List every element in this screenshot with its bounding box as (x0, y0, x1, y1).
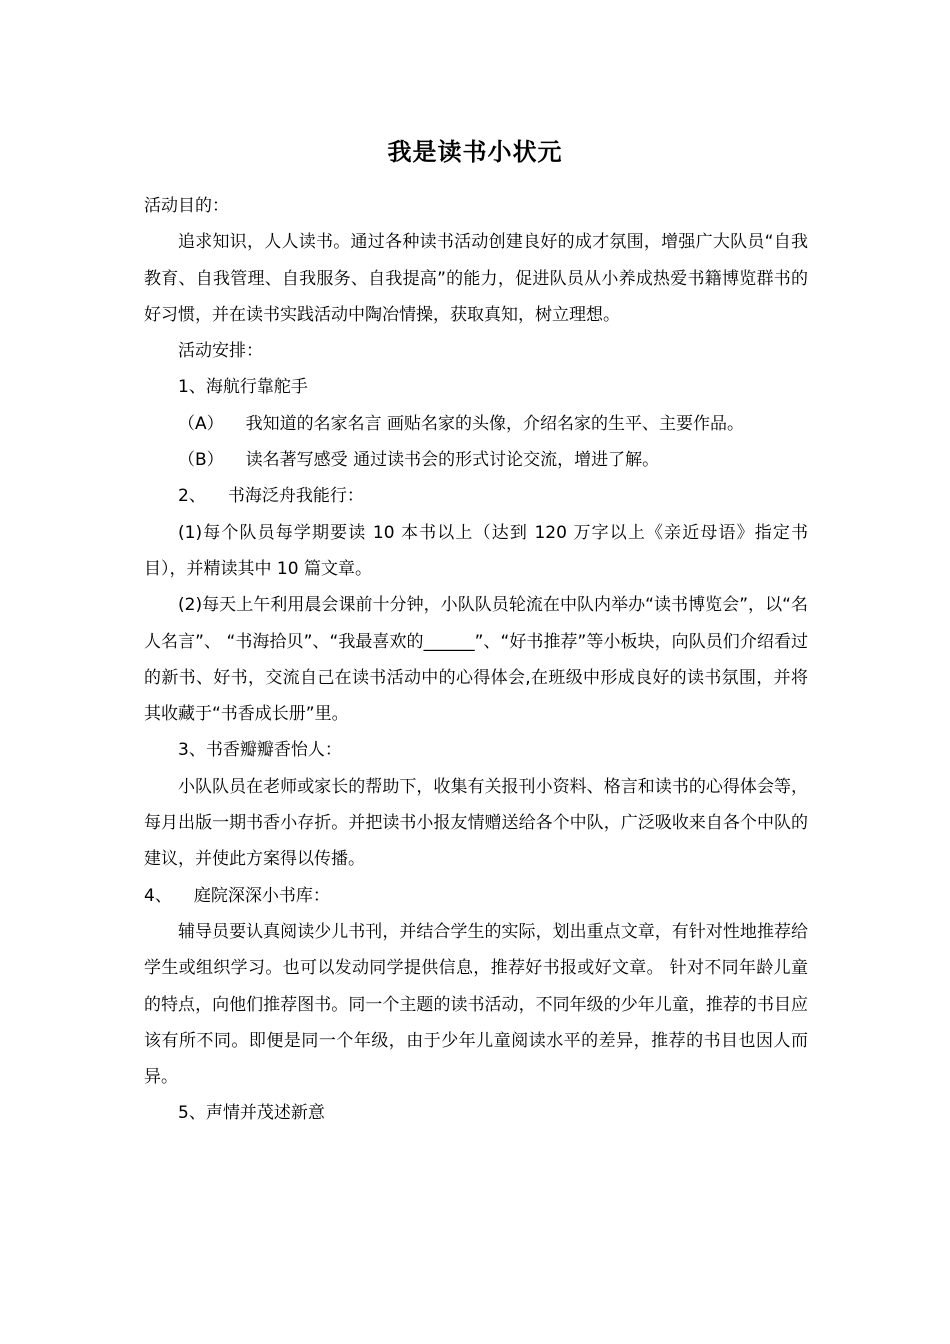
item1-heading: 1、海航行靠舵手 (178, 377, 308, 398)
arrangement-label: 活动安排： (178, 341, 263, 362)
document-title: 我是读书小状元 (387, 138, 563, 166)
item4-heading (144, 878, 808, 914)
item1-b-label: （B） (178, 450, 224, 471)
item1-a-paragraph (144, 406, 808, 442)
item2-heading (144, 478, 808, 514)
item1-b-paragraph (144, 442, 808, 478)
item1-b-text: 读名著写感受 通过读书会的形式讨论交流，增进了解。 (245, 450, 660, 471)
item4-number: 4、 (144, 885, 172, 906)
item2-title: 书海泛舟我能行： (227, 486, 364, 507)
item3-heading: 3、书香瓣瓣香怡人： (178, 740, 342, 761)
document-body (144, 188, 808, 1132)
item5-heading: 5、声情并茂述新意 (178, 1103, 325, 1124)
purpose-paragraph: 追求知识，人人读书。通过各种读书活动创建良好的成才氛围，增强广大队员“自我教育、自我管理、自我服务、自我提高”的能力，促进队员从小养成热爱书籍博览群书的好习惯，并在读书实践活动中陶冶情操，获取真知，树立理想。 (144, 232, 808, 325)
item1-a-text: 我知道的名家名言 画贴名家的头像，介绍名家的生平、主要作品。 (245, 413, 745, 434)
item2-paragraph-1: (1)每个队员每学期要读 10 本书以上（达到 120 万字以上《亲近母语》指定书目），并精读其中 10 篇文章。 (144, 522, 808, 579)
item2-number: 2、 (178, 486, 206, 507)
purpose-label: 活动目的： (144, 196, 229, 216)
item4-title: 庭院深深小书库： (193, 885, 330, 906)
item2-paragraph-2: (2)每天上午利用晨会课前十分钟，小队队员轮流在中队内举办“读书博览会”，以“名人名言”、 “书海拾贝”、“我最喜欢的______”、“好书推荐”等小板块，向队员们介绍看过的新书、好书，交流自己在读书活动中的心得体会,在班级中形成良好的读书氛围，并将其收藏于“书香成长册”里。 (144, 595, 808, 725)
item4-paragraph: 辅导员要认真阅读少儿书刊，并结合学生的实际，划出重点文章，有针对性地推荐给学生或组织学习。也可以发动同学提供信息，推荐好书报或好文章。 针对不同年龄儿童的特点，向他们推荐图书。同一个主题的读书活动，不同年级的少年儿童，推荐的书目应该有所不同。即便是同一个年级，由于少年儿童阅读水平的差异，推荐的书目也因人而异。 (144, 921, 808, 1088)
item3-paragraph: 小队队员在老师或家长的帮助下，收集有关报刊小资料、格言和读书的心得体会等，每月出版一期书香小存折。并把读书小报友情赠送给各个中队，广泛吸收来自各个中队的建议，并使此方案得以传播。 (144, 776, 808, 870)
item1-a-label: （A） (178, 413, 224, 434)
